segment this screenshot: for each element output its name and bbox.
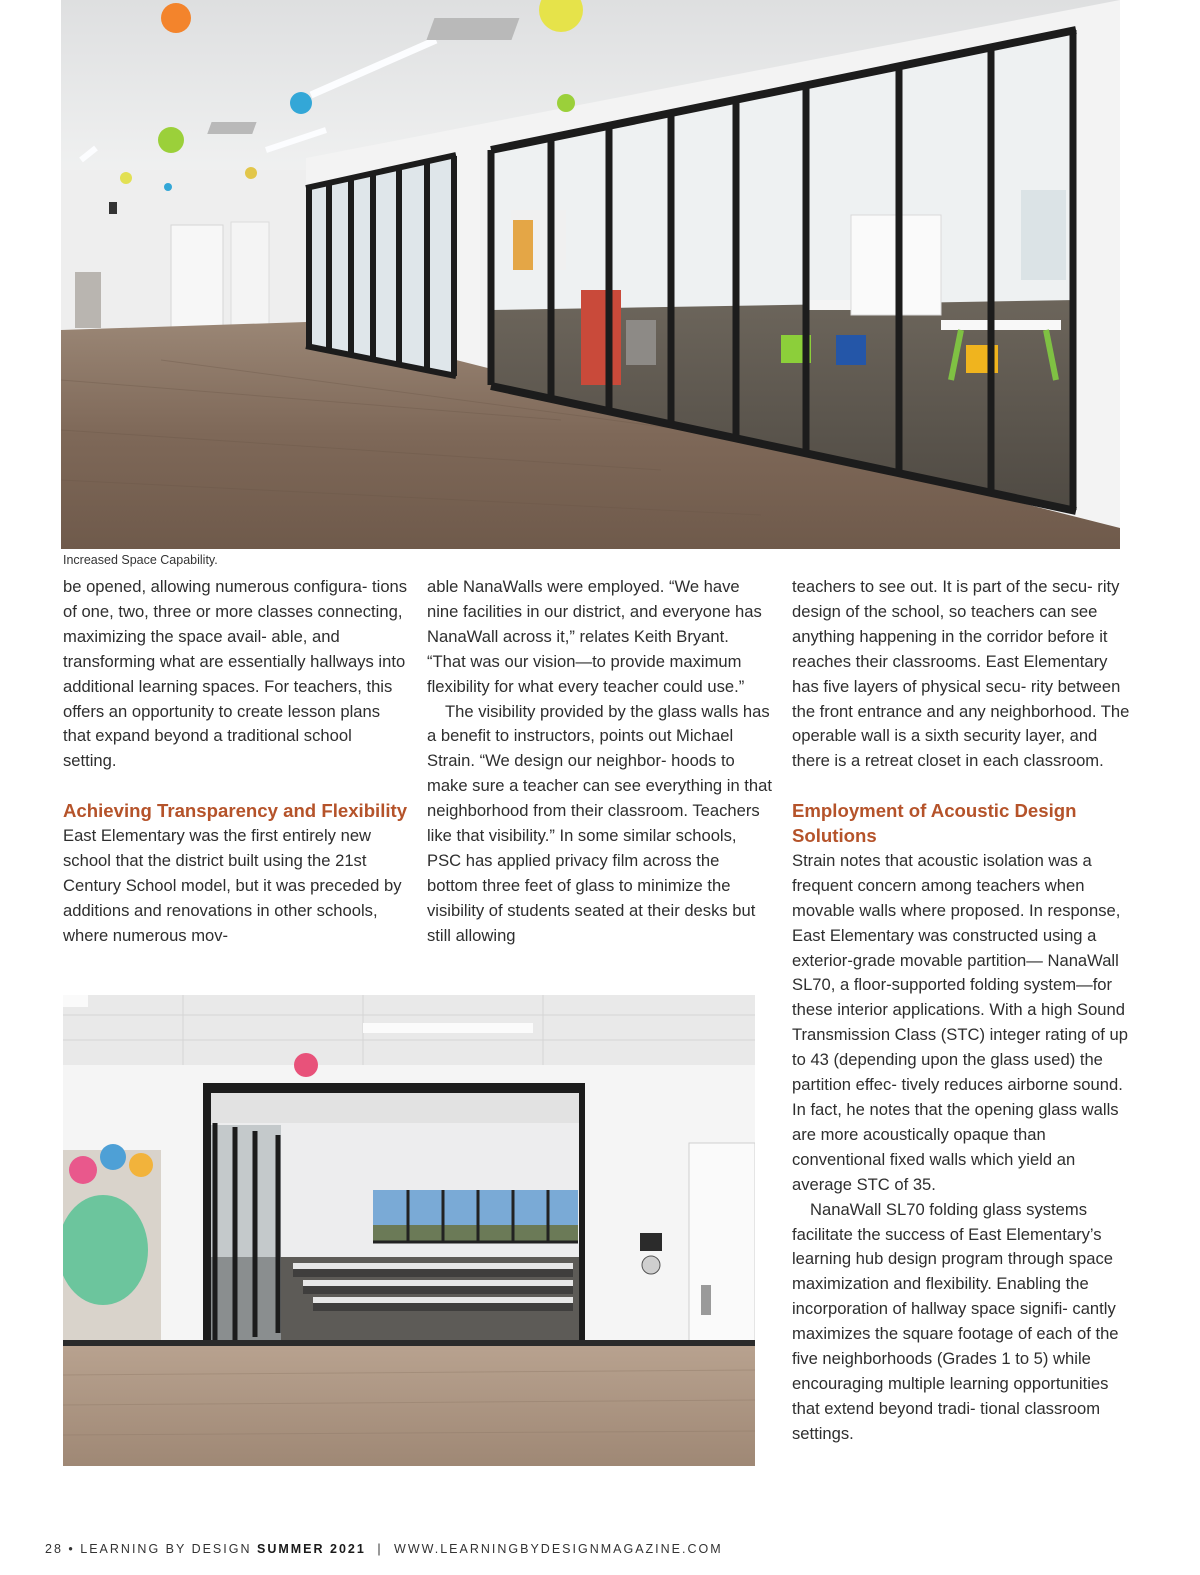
body-paragraph: able NanaWalls were employed. “We have nine facilities in our district, and everyone has NanaWall across it,” relates Keith Bryant. “That was our vision—to provide maximum flexibility for what every teacher could use.” xyxy=(427,577,762,696)
page-number: 28 xyxy=(45,1542,63,1556)
photo-caption: Increased Space Capability. xyxy=(63,553,218,567)
body-paragraph: The visibility provided by the glass walls has a benefit to instructors, points out Michael Strain. “We design our neighbor- hoods to make sure a teacher can see everything in that neighborhood from their classroom. Teachers like that visibility.” In some similar schools, PSC has applied privacy film across the bottom three feet of glass to minimize the visibility of students seated at their desks but still allowing xyxy=(427,701,772,945)
body-paragraph: NanaWall SL70 folding glass systems facilitate the success of East Elementary’s learning hub design program through space maximization and flexibility. Enabling the incorporation of hallway space signifi- cantly maximizes the square footage of each of the five neighborhoods (Grades 1 to 5) while encouraging multiple learning opportunities that extend beyond tradi- tional classroom settings. xyxy=(792,1199,1119,1443)
article-column-2 xyxy=(427,575,772,949)
footer-bullet: • xyxy=(68,1542,75,1556)
website-link[interactable]: WWW.LEARNINGBYDESIGNMAGAZINE.COM xyxy=(394,1542,723,1556)
magazine-name: LEARNING BY DESIGN xyxy=(80,1542,252,1556)
issue-label: SUMMER 2021 xyxy=(256,1542,366,1556)
page-footer xyxy=(45,1542,723,1556)
body-paragraph: Strain notes that acoustic isolation was a frequent concern among teachers when movable walls where proposed. In response, East Elementary was constructed using a exterior-grade movable partition— NanaWall SL70, a floor-supported folding system—for these interior applications. With a high Sound Transmission Class (STC) integer rating of up to 43 (depending upon the glass used) the partition effec- tively reduces airborne sound. In fact, he notes that the opening glass walls are more acoustically opaque than conventional fixed walls which yield an average STC of 35. xyxy=(792,850,1128,1194)
footer-divider: | xyxy=(377,1542,383,1556)
hallway-glass-walls-photo xyxy=(61,0,1120,549)
body-paragraph: be opened, allowing numerous configura- tions of one, two, three or more classes connecting, maximizing the space avail- able, and transforming what are essentially hallways into additional learning spaces. For teachers, this offers an opportunity to create lesson plans that expand beyond a traditional school setting. xyxy=(63,577,408,771)
classroom-open-wall-photo xyxy=(63,995,755,1466)
section-heading-acoustic: Employment of Acoustic Design Solutions xyxy=(792,800,1077,847)
section-heading-transparency: Achieving Transparency and Flexibility xyxy=(63,800,408,822)
article-column-1 xyxy=(63,575,408,949)
article-column-3 xyxy=(792,575,1137,1447)
body-paragraph: East Elementary was the first entirely new school that the district built using the 21st Century School model, but it was preceded by additions and renovations in other schools, where numerous mov- xyxy=(63,826,402,945)
body-paragraph: teachers to see out. It is part of the secu- rity design of the school, so teachers can see anything happening in the corridor before it reaches their classrooms. East Elementary has five layers of physical secu- rity between the front entrance and any neighborhood. The operable wall is a sixth security layer, and there is a retreat closet in each classroom. xyxy=(792,577,1130,771)
